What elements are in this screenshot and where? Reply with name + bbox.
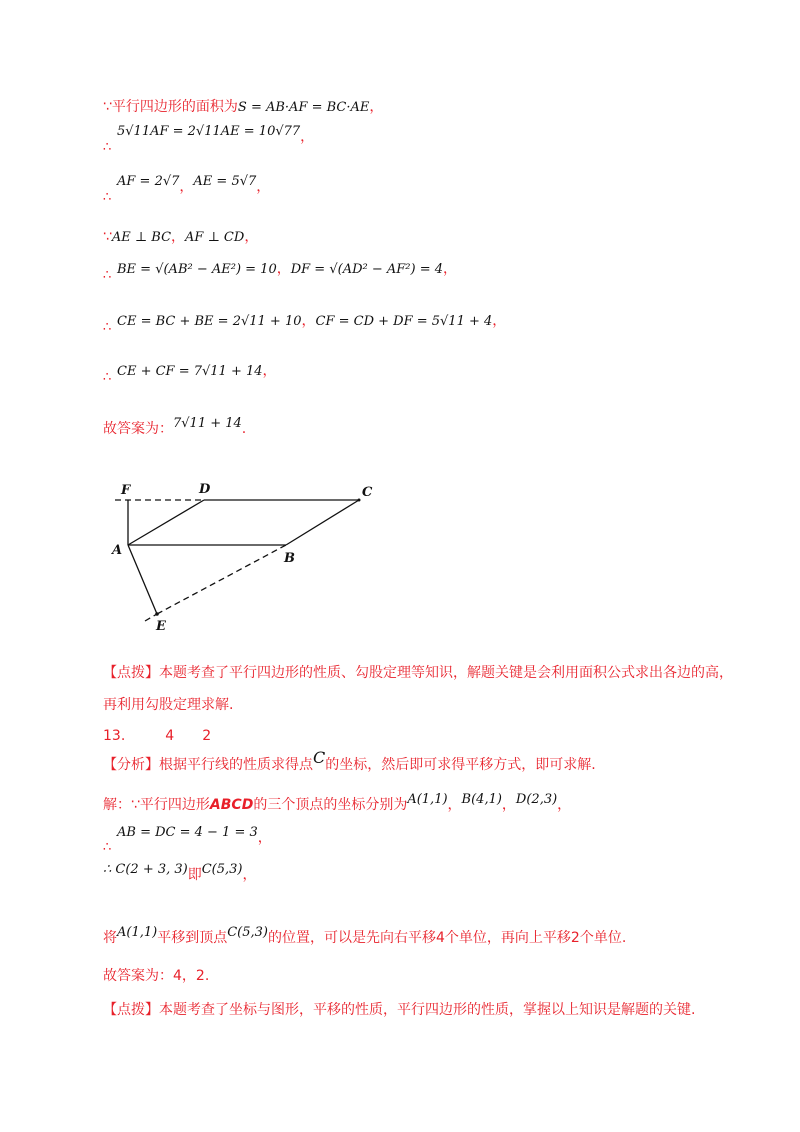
point-e-dot [155,612,159,616]
solution-text-b: 平移到顶点 [157,930,228,946]
solution-text-c: 的位置，可以是先向右平移 [267,930,436,946]
equation-math: 5√11AF = 2√11AE = 10√77 [117,124,301,139]
separator: ， [179,179,194,195]
equation-math-b: DF = √(AD² − AF²) = 4 [290,262,443,277]
solution-text-a: 解：∵平行四边形 [103,797,210,813]
tip-paragraph-2 [103,1001,695,1019]
analysis-text-b: 的坐标，然后即可求得平移方式，即可求解. [325,757,596,773]
solution-math-b: C(5,3) [201,862,243,877]
punctuation: ， [244,229,259,245]
solution-line-3 [103,862,257,885]
therefore-symbol: ∴ [103,140,112,155]
solution-math: AB = DC = 4 − 1 = 3 [117,825,258,840]
punctuation: ， [369,99,384,115]
equation-math-a: CE = BC + BE = 2√11 + 10 [117,314,302,329]
equation-line-3 [103,174,271,197]
analysis-text-a: 根据平行线的性质求得点 [159,757,313,773]
analysis-paragraph [103,748,596,774]
label-a: A [112,543,123,558]
therefore-symbol: ∴ [103,320,112,335]
separator: ， [171,229,186,245]
point-d-coord: D(2,3) [515,792,558,807]
answer-label: 故答案为： [103,421,173,437]
punctuation: . [241,421,247,437]
equation-line-6 [103,312,506,331]
label-b: B [284,551,295,566]
equation-line-7 [103,362,277,381]
therefore-symbol: ∴ [103,268,112,283]
equation-math-a: BE = √(AB² − AE²) = 10 [117,262,277,277]
therefore-symbol: ∴ [103,370,112,385]
therefore-symbol: ∴ [103,190,112,205]
solution-text: 即 [187,867,202,883]
equation-math-b: CF = CD + DF = 5√11 + 4 [315,314,493,329]
answer-math: 7√11 + 14 [173,416,242,431]
separator: ， [276,261,291,277]
perpendicular-math-a: AE ⊥ BC [111,230,172,245]
tip-text: 本题考查了平行四边形的性质、勾股定理等知识，解题关键是会利用面积公式求出各边的高， [159,665,733,681]
tip-bracket: 【点拨】 [103,665,159,681]
area-formula-text: ∵平行四边形的面积为 [103,99,238,115]
point-c-coord: C(5,3) [227,925,268,940]
label-c: C [362,485,373,500]
equation-math: CE + CF = 7√11 + 14 [117,364,263,379]
equation-math-b: AE = 5√7 [193,174,257,189]
solution-abcd: ABCD [209,797,254,813]
point-b-coord: B(4,1) [461,792,502,807]
answer-blank-1: 4 [165,728,175,744]
because-symbol: ∵ [103,229,112,245]
separator: ， [501,797,516,813]
therefore-symbol: ∴ [103,840,112,855]
shift-right-amount: 4 [435,930,445,946]
equation-line-5 [103,260,457,279]
point-a-coord: A(1,1) [407,792,448,807]
punctuation: ， [300,129,315,145]
tip-text-cont: 再利用勾股定理求解. [103,697,234,713]
segment-bc [286,500,359,545]
tip-text: 本题考查了坐标与图形，平移的性质，平行四边形的性质，掌握以上知识是解题的关键. [159,1002,696,1018]
solution-text-e: 个单位. [579,930,627,946]
punctuation: ， [492,313,507,329]
answer-line [103,416,247,439]
equation-math-a: AF = 2√7 [117,174,180,189]
answer-blank-2: 2 [202,728,212,744]
label-e: E [156,619,166,634]
solution-text-d: 个单位，再向上平移 [444,930,571,946]
label-f: F [121,483,131,498]
punctuation: ， [557,797,572,813]
solution-line-1 [103,792,572,815]
final-answer: 故答案为：4，2. [103,968,210,984]
analysis-bracket: 【分析】 [103,757,159,773]
tip-bracket: 【点拨】 [103,1002,159,1018]
label-d: D [199,482,211,497]
question-13-header [103,727,211,745]
solution-text-b: 的三个顶点的坐标分别为 [253,797,408,813]
solution-line-4 [103,925,627,948]
point-a-coord: A(1,1) [117,925,158,940]
punctuation: ， [242,867,257,883]
segment-ae [128,545,157,614]
segment-ad [128,500,204,545]
equation-line-2 [103,124,315,147]
solution-line-5 [103,967,209,985]
analysis-point-c: C [313,748,326,767]
solution-math-a: ∴ C(2 + 3, 3) [103,862,188,877]
question-number: 13. [103,728,126,744]
perpendicular-math-b: AF ⊥ CD [185,230,245,245]
punctuation: ， [262,363,277,379]
tip-paragraph-1-cont [103,696,233,714]
punctuation: ， [256,179,271,195]
separator: ， [447,797,462,813]
punctuation: ， [443,261,457,277]
separator: ， [301,313,316,329]
dashed-eb-extension [157,545,286,614]
parallelogram-figure [0,470,800,670]
point-c-dot [358,499,361,502]
tip-paragraph-1 [103,664,733,682]
area-formula-line [103,98,383,117]
solution-line-2 [103,825,272,848]
perpendicular-line [103,228,258,247]
area-formula-math: S = AB·AF = BC·AE [237,100,370,115]
punctuation: ， [257,830,272,846]
shift-up-amount: 2 [570,930,580,946]
solution-text-a: 将 [103,930,117,946]
